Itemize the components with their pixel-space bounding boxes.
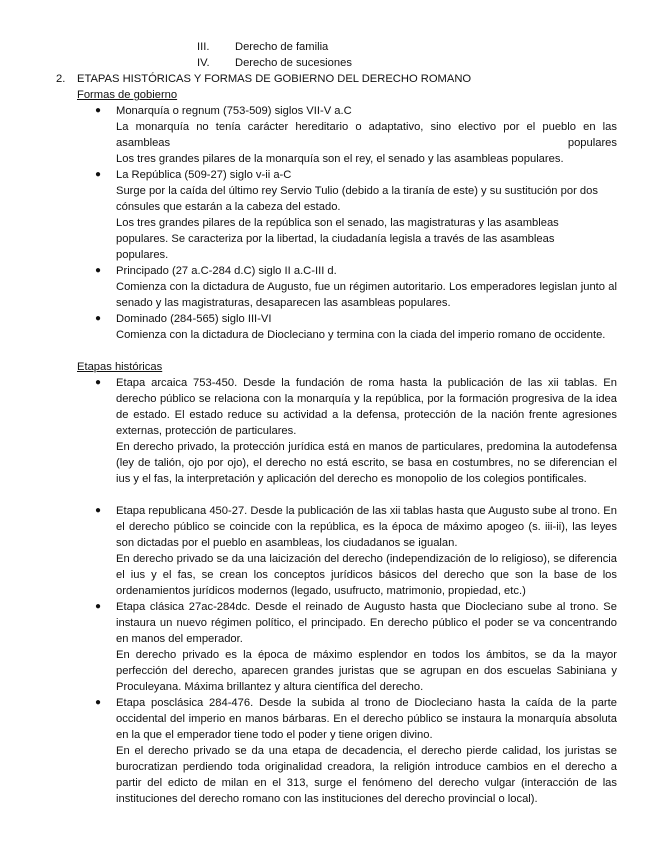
- item-paragraph: En el derecho privado se da una etapa de decadencia, el derecho pierde calidad, los juristas se burocratizan perdiendo toda originalidad creadora, la religión introduce cambios en el derecho a partir del edicto de milan en el 313, surge el fenómeno del derecho vulgar (interacción de las instituciones del derecho romano con las instituciones del derecho provincial o local).: [116, 745, 617, 805]
- bullet-icon: ●: [95, 169, 102, 180]
- item-paragraph: Etapa posclásica 284-476. Desde la subida al trono de Diocleciano hasta la caída de la parte occidental del imperio en manos bárbaras. En el derecho público se instaura la monarquía absoluta en la que el emperador tiene todo el poder y tiene origen divino.: [116, 697, 617, 741]
- list-item-etapa-republicana: [95, 503, 617, 599]
- item-paragraph-line: [116, 135, 617, 151]
- list-item: [197, 39, 597, 55]
- bullet-icon: ●: [95, 601, 102, 612]
- bullet-icon: ●: [95, 697, 102, 708]
- list-item: [197, 55, 597, 71]
- list-number: III.: [197, 41, 210, 53]
- bullet-icon: ●: [95, 505, 102, 516]
- subheading-formas: Formas de gobierno: [77, 89, 178, 101]
- list-item-monarquia: [95, 103, 617, 167]
- list-item-etapa-clasica: [95, 599, 617, 695]
- subheading-etapas: Etapas históricas: [77, 361, 163, 373]
- section-title: ETAPAS HISTÓRICAS Y FORMAS DE GOBIERNO DEL DERECHO ROMANO: [77, 73, 472, 85]
- list-number: IV.: [197, 57, 210, 69]
- item-paragraph: La monarquía no tenía carácter hereditario o adaptativo, sino electivo por el pueblo en las: [116, 121, 617, 133]
- item-paragraph: En derecho privado es la época de máximo esplendor en todos los ámbitos, se da la mayor perfección del derecho, aparecen grandes juristas que se agrupan en dos escuelas Sabiniana y Proculeyana. Máxima brillantez y altura científica del derecho.: [116, 649, 617, 693]
- item-paragraph: Etapa clásica 27ac-284dc. Desde el reinado de Augusto hasta que Diocleciano sube al trono. Se instaura un nuevo régimen político, el principado. En derecho público el poder se va concentrando en manos del emperador.: [116, 601, 617, 645]
- item-title: Principado (27 a.C-284 d.C) siglo II a.C-III d.: [116, 265, 337, 277]
- bullet-icon: ●: [95, 105, 102, 116]
- item-text: populares: [567, 137, 617, 149]
- item-title: Monarquía o regnum (753-509) siglos VII-V a.C: [116, 105, 352, 117]
- item-text: asambleas: [116, 137, 171, 149]
- item-paragraph: Comienza con la dictadura de Augusto, fue un régimen autoritario. Los emperadores legislan junto al senado y las magistraturas, desaparecen las asambleas populares.: [116, 281, 617, 309]
- item-paragraph: Comienza con la dictadura de Diocleciano y termina con la ciada del imperio romano de occidente.: [116, 329, 606, 341]
- list-item-dominado: [95, 311, 617, 343]
- item-paragraph: En derecho privado, la protección jurídica está en manos de particulares, predomina la autodefensa (ley de talión, ojo por ojo), el derecho no está escrito, se basa en costumbres, no se diferencian el ius y el fas, la interpretación y aplicación del derecho es monopolio de los colegios pontificales.: [116, 441, 617, 485]
- section-heading: [56, 71, 471, 87]
- item-title: La República (509-27) siglo v-ii a-C: [116, 169, 292, 181]
- list-item-principado: [95, 263, 617, 311]
- list-text: Derecho de sucesiones: [235, 57, 352, 69]
- list-item-etapa-arcaica: [95, 375, 617, 487]
- section-number: 2.: [56, 73, 66, 85]
- bullet-icon: ●: [95, 377, 102, 388]
- list-item-etapa-posclasica: [95, 695, 617, 807]
- item-paragraph: Etapa arcaica 753-450. Desde la fundación de roma hasta la publicación de las xii tablas. En derecho público se relaciona con la monarquía y la república, por la formación progresiva de la idea de estado. El estado reduce su actividad a la defensa, protección de la nación frente agresiones externas, protección de particulares.: [116, 377, 617, 437]
- bullet-icon: ●: [95, 265, 102, 276]
- list-item-republica: [95, 167, 617, 263]
- bullet-icon: ●: [95, 313, 102, 324]
- list-text: Derecho de familia: [235, 41, 329, 53]
- item-paragraph: Los tres grandes pilares de la república son el senado, las magistraturas y las asambleas populares. Se caracteriza por la libertad, la ciudadanía legisla a través de las asambleas populares.: [116, 217, 559, 261]
- item-paragraph: En derecho privado se da una laicización del derecho (independización de lo religioso), se diferencia el ius y el fas, se crean los conceptos jurídicos básicos del derecho que son la base de los ordenamientos jurídicos modernos (legado, usufructo, matrimonio, propiedad, etc.): [116, 553, 617, 597]
- item-title: Dominado (284-565) siglo III-VI: [116, 313, 272, 325]
- item-paragraph: Etapa republicana 450-27. Desde la publicación de las xii tablas hasta que Augusto sube al trono. En el derecho público se coincide con la república, es la época de máximo apogeo (s. iii-ii), las leyes son dictadas por el pueblo en asambleas, los ciudadanos se igualan.: [116, 505, 617, 549]
- item-paragraph: Los tres grandes pilares de la monarquía son el rey, el senado y las asambleas populares.: [116, 153, 564, 165]
- item-paragraph: Surge por la caída del último rey Servio Tulio (debido a la tiranía de este) y su sustitución por dos cónsules que estarán a la cabeza del estado.: [116, 185, 598, 213]
